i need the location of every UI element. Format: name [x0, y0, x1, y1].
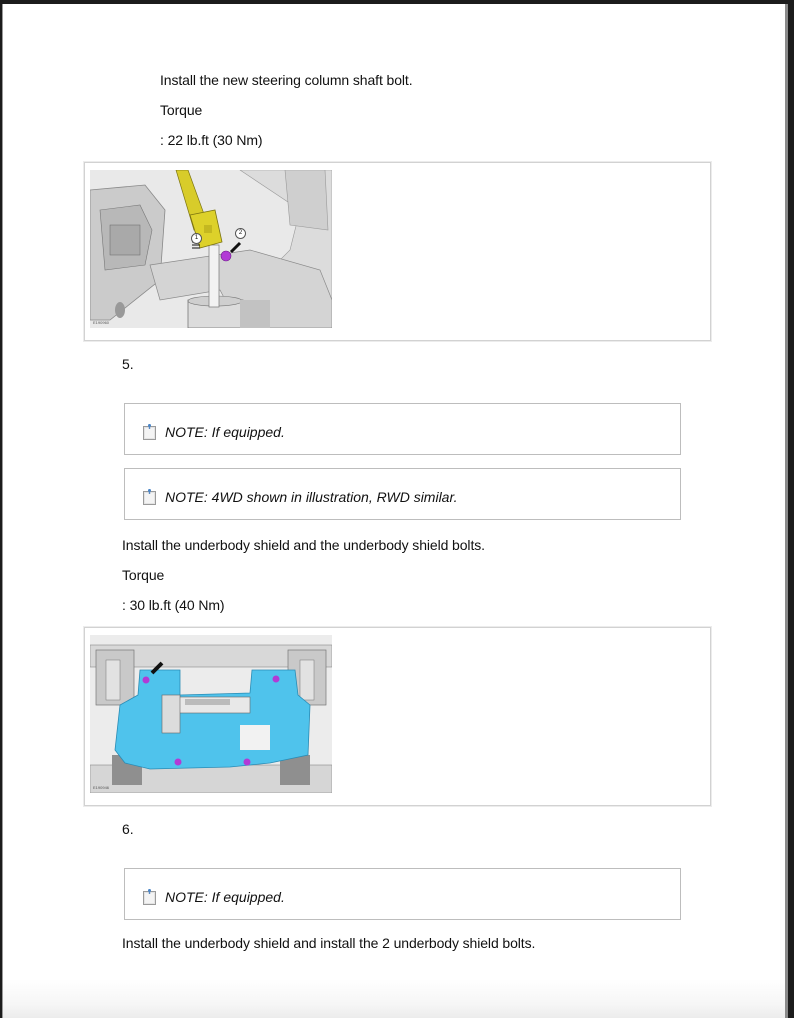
note-box-if-equipped — [124, 403, 681, 455]
note-icon — [143, 889, 156, 905]
step4-torque-value: : 22 lb.ft (30 Nm) — [160, 132, 263, 148]
note-icon — [143, 424, 156, 440]
step4-instruction: Install the new steering column shaft bolt. — [160, 72, 413, 88]
underbody-shield-figure — [84, 627, 711, 806]
step5-instruction: Install the underbody shield and the underbody shield bolts. — [122, 537, 485, 553]
note-box-if-equipped-step6 — [124, 868, 681, 920]
figure-ref-label: E190960 — [93, 320, 110, 325]
step-number-6: 6. — [122, 821, 134, 837]
figure-ref-label: E190946 — [93, 785, 110, 790]
steering-shaft-illustration — [90, 170, 332, 328]
step-number-5: 5. — [122, 356, 134, 372]
step6-instruction: Install the underbody shield and install the 2 underbody shield bolts. — [122, 935, 536, 951]
note-box-4wd-shown — [124, 468, 681, 520]
callout-2: 2 — [235, 228, 246, 239]
note-text: NOTE: 4WD shown in illustration, RWD similar. — [165, 489, 458, 505]
step5-torque-label: Torque — [122, 567, 165, 583]
step5-torque-value: : 30 lb.ft (40 Nm) — [122, 597, 225, 613]
step4-torque-label: Torque — [160, 102, 203, 118]
steering-shaft-figure — [84, 162, 711, 341]
callout-1: 1 — [191, 233, 202, 244]
document-page — [2, 4, 788, 1018]
underbody-shield-illustration — [90, 635, 332, 793]
note-text: NOTE: If equipped. — [165, 424, 285, 440]
note-icon — [143, 489, 156, 505]
note-text: NOTE: If equipped. — [165, 889, 285, 905]
